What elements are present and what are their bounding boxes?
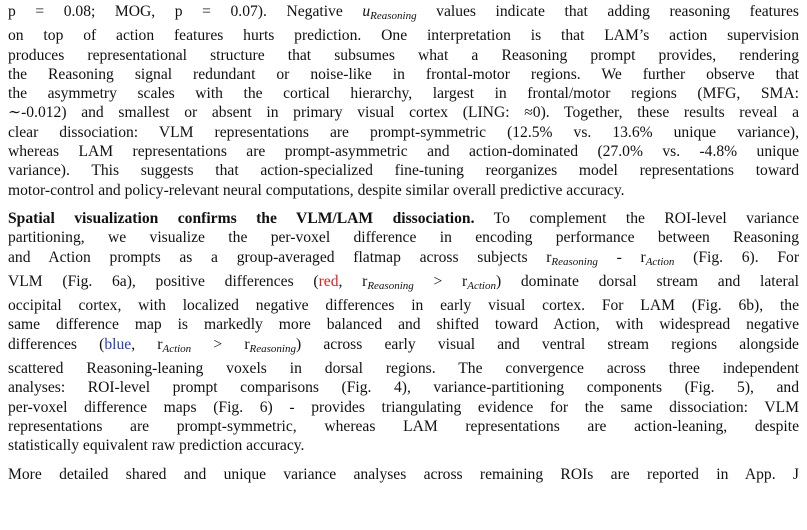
text-line — [8, 2, 799, 26]
math-subscript: Action — [645, 255, 675, 268]
math-u-reasoning: $u_{Reasoning}$ — [362, 3, 417, 22]
text-line: variance). This suggests that action-specialized fine-tuning reorganizes model representations toward — [8, 162, 799, 180]
text-line: whereas LAM representations are prompt-asymmetric and action-dominated (27.0% vs. -4.8% unique — [8, 143, 799, 161]
text-line: scattered Reasoning-leaning voxels in dorsal regions. The convergence across three independent — [8, 360, 799, 378]
text-line: same difference map is markedly more balanced and shifted toward Action, with widespread negative — [8, 316, 799, 334]
text-span: values indicate that adding reasoning features — [416, 3, 799, 20]
text-line: partitioning, we visualize the per-voxel difference in encoding performance between Reasoning — [8, 229, 799, 247]
text-line: representations are prompt-symmetric, whereas LAM representations are action-leaning, despite — [8, 417, 799, 435]
text-line: Spatial visualization confirms the VLM/LAM dissociation. To complement the ROI-level variance — [8, 209, 799, 227]
text-line: clear dissociation: VLM representations are prompt-symmetric (12.5% vs. 13.6% unique variance), — [8, 123, 799, 141]
red-color-word: red — [318, 272, 339, 290]
text-line: per-voxel difference maps (Fig. 6) - provides triangulating evidence for the same dissociation: VLM — [8, 398, 799, 416]
text-span: p = 0.08; MOG, p = 0.07). Negative — [8, 3, 363, 20]
paragraph-heading: Spatial visualization confirms the VLM/LAM dissociation. — [8, 209, 475, 227]
blue-color-word: blue — [104, 335, 132, 353]
text-line: More detailed shared and unique variance analyses across remaining ROIs are reported in App. J — [8, 465, 799, 483]
text-line: produces representational structure that subsumes what a Reasoning prompt provides, rendering — [8, 46, 799, 64]
math-subscript: Reasoning — [551, 255, 598, 268]
paragraph-appendix-note — [8, 465, 799, 484]
text-line: the asymmetry scales with the cortical hierarchy, largest in frontal/motor regions (MFG, SMA: — [8, 85, 799, 103]
paragraph-spatial-visualization — [8, 209, 799, 456]
text-line: analyses: ROI-level prompt comparisons (Fig. 4), variance-partitioning components (Fig. 5), and — [8, 379, 799, 397]
text-line: VLM (Fig. 6a), positive differences (red, $r_{Reasoning} > r_{Action}$) dominate dorsal stream and lateral — [8, 272, 799, 292]
text-line: motor-control and policy-relevant neural computations, despite similar overall predictive accuracy. — [8, 181, 625, 199]
text-line: differences (blue, $r_{Action} > r_{Reasoning}$) across early visual and ventral stream regions alongside — [8, 335, 799, 355]
text-line: ∼-0.012) and smallest or absent in primary visual cortex (LING: ≈0). Together, these results reveal a — [8, 104, 799, 122]
text-line: on top of action features hurts prediction. One interpretation is that LAM’s action supervision — [8, 27, 799, 45]
text-line: and Action prompts as a group-averaged flatmap across subjects $r_{Reasoning} - r_{Action}$ (Fig. 6). For — [8, 248, 799, 268]
paragraph-variance-asymmetry — [8, 2, 799, 200]
text-line: occipital cortex, with localized negative differences in early visual cortex. For LAM (Fig. 6b), the — [8, 297, 799, 315]
text-line: statistically equivalent raw prediction accuracy. — [8, 437, 305, 455]
text-line: the Reasoning signal redundant or noise-like in frontal-motor regions. We further observe that — [8, 65, 799, 83]
